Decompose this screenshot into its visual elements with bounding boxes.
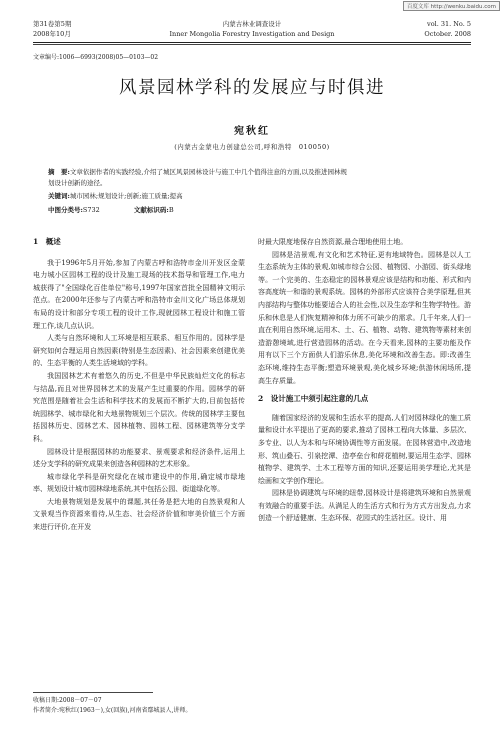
abstract [48, 167, 458, 215]
left-paragraph: 我于1996年5月开始,参加了内蒙古呼和浩特市金川开发区金蒙电力城小区园林工程的设计及施工现场的技术指导和管理工作,电力城获得了"全国绿化百佳单位"称号,1997年国家首批全国精神文明示范点。在2000年还参与了内蒙古呼和浩特市金川文化广场总体规划布局的设计和部分专项工程的设计工作,现就园林工程设计和施工管理工作,谈几点认识。 [33, 258, 245, 330]
right-paragraph: 园林是洁景观,有文化和艺术特征,更有地域特色。园林是以人工生态系统为主体的景观,如城市综合公园、植物园、小游园、街头绿地等。一个完美的、生态稳定的园林景观应该是结构和功能、形式和内容高度统一和谐的景观系统。园林的外部形式应该符合美学原理,但其内部结构与整体功能要适合人的社会性,以及生态学和生物学特性。游乐和休息是人们恢复精神和体力所不可缺少的需求。几千年来,人们一直在利用自然环境,运用木、土、石、植物、动物、建筑物等素材来创造游憩境域,进行营造园林的活动。在今天看来,园林的主要功能及作用有以下三个方面供人们游乐休息,美化环境和改善生态。即:改善生态环境,维持生态平衡;塑造环境景观,美化城乡环境;供游休闲场所,提高生存质量。 [258, 250, 471, 385]
abstract-text-line1: 文章依据作者的实践经验,介绍了城区风景园林设计与施工中几个值得注意的方面,以及推进园林规 [69, 168, 348, 176]
section1-heading: 1 概述 [33, 237, 61, 246]
author-bio: 作者简介:宛秋红(1963－),女(回族),河南省鄢城县人,讲师。 [33, 707, 192, 714]
keywords-text: 城市园林;规划设计;创新;施工质量;提高 [69, 192, 183, 200]
left-paragraph: 人类与自然环境和人工环境是相互联系、相互作用的。园林学是研究如何合理运用自然因素(特别是生态因素)、社会因素来创建优美的、生态平衡的人类生活境域的学科。 [33, 334, 245, 368]
doc-code-value: B [168, 205, 174, 214]
section2-heading: 2 设计施工中须引起注意的几点 [258, 394, 369, 404]
article-title: 风景园林学科的发展应与时俱进 [119, 78, 385, 98]
watermark: 百度文库 http://wenku.baidu.com [403, 1, 500, 11]
author-affiliation: (内蒙古金蒙电力创建总公司,呼和浩特 010050) [174, 143, 330, 151]
left-paragraph: 城市绿化学科是研究绿化在城市建设中的作用,确定城市绿地率、规划设计城市园林绿地系统,其中包括公园、街道绿化等。 [33, 472, 245, 494]
header-rule-thin [33, 44, 471, 45]
header-volume-en: vol. 31. No. 5 [427, 20, 471, 28]
left-paragraph: 大地景物规划是发展中的课题,其任务是把大地的自然景观和人文景观当作资源来看待,从生态、社会经济价值和审美价值三个方面来进行评价,在开发 [33, 497, 245, 532]
left-column [33, 236, 245, 534]
received-date: 收稿日期:2008－07－07 [33, 697, 102, 704]
header-date: 2008年10月 [33, 30, 71, 38]
classification-value: S732 [82, 205, 100, 214]
left-paragraph: 我国园林艺术有着悠久的历史,不但是中华民族灿烂文化的标志与结晶,而且对世界园林艺术的发展产生过重要的作用。园林学的研究范围是随着社会生活和科学技术的发展而不断扩大的,目前包括传统园林学、城市绿化和大地景物规划三个层次。传统的园林学主要包括园林历史、园林艺术、园林植物、园林工程、园林建筑等分支学科。 [33, 371, 245, 443]
right-paragraph: 随着国家经济的发展和生活水平的提高,人们对园林绿化的施工质量和设计水平提出了更高的要求,推动了园林工程向大体量、多层次、多专业、以人为本和与环境协调性等方面发展。在园林营造中,改造地形、筑山叠石、引泉挖潭、造亭垒台和莳花植树,要运用生态学、园林植物学、建筑学、土木工程等方面的知识,还要运用美学理论,尤其是绘画和文学创作理论。 [258, 413, 471, 485]
abstract-label: 摘 要: [48, 168, 70, 176]
footnote-rule [33, 692, 153, 693]
right-paragraph-continued: 时最大限度地保存自然资源,最合理地使用土地。 [258, 238, 408, 246]
header-journal-en: Inner Mongolia Forestry Investigation and Design [169, 30, 335, 38]
header-journal-cn: 内蒙古林业调查设计 [222, 20, 282, 28]
header-date-en: October. 2008 [424, 30, 471, 38]
right-paragraph: 园林是协调建筑与环境的纽带,园林设计是将建筑环境和自然景观有效融合的重要手法。从满足人的生活方式和行为方式方出发点,力求创造一个舒适健康、生态环保、花园式的生活社区。设计、用 [258, 489, 471, 523]
keywords-label: 关键词: [48, 192, 70, 200]
abstract-text-line2: 划设计创新的途径。 [48, 178, 107, 187]
right-column [258, 236, 471, 525]
left-paragraph: 园林设计是根据园林的功能要求、景观要求和经济条件,运用上述分支学科的研究成果来创造各种园林的艺术形象。 [33, 447, 245, 469]
article-number: 文章编号:1006—6993(2008)05—0103—02 [33, 54, 159, 61]
author-name: 宛秋红 [234, 126, 270, 137]
header-rule [33, 42, 471, 43]
classification-label: 中图分类号: [48, 205, 83, 214]
doc-code-label: 文献标识码: [133, 205, 169, 214]
header-volume: 第31卷第5期 [33, 20, 72, 28]
